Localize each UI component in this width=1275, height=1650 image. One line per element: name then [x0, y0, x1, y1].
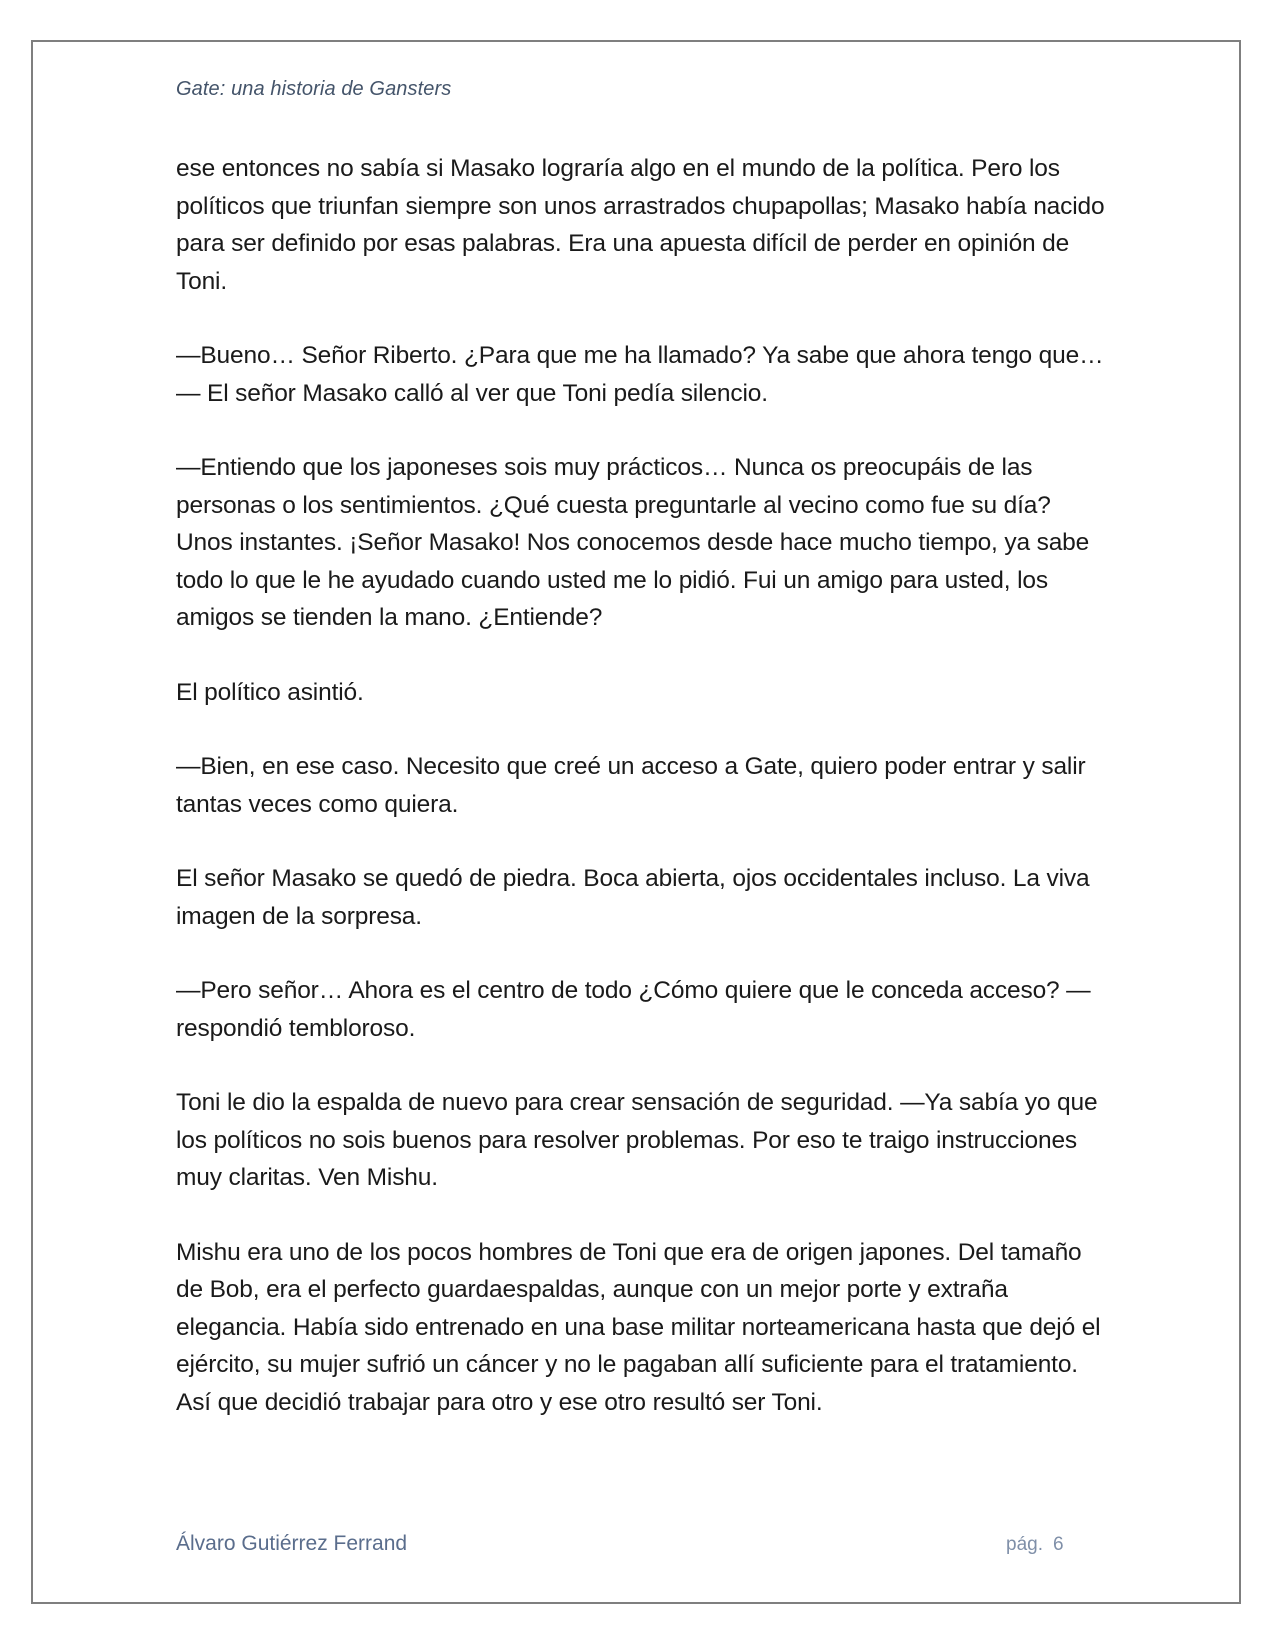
- paragraph: El señor Masako se quedó de piedra. Boca abierta, ojos occidentales incluso. La viva imagen de la sorpresa.: [176, 865, 1090, 930]
- footer-author: Álvaro Gutiérrez Ferrand: [176, 1532, 408, 1555]
- paragraph: Toni le dio la espalda de nuevo para crear sensación de seguridad. —Ya sabía yo que los políticos no sois buenos para resolver problemas. Por eso te traigo instrucciones muy claritas. Ven Mishu.: [176, 1089, 1098, 1191]
- paragraph: —Entiendo que los japoneses sois muy prácticos… Nunca os preocupáis de las personas o los sentimientos. ¿Qué cuesta preguntarle al vecino como fue su día? Unos instantes. ¡Señor Masako! Nos conocemos desde hace mucho tiempo, ya sabe todo lo que le he ayudado cuando usted me lo pidió. Fui un amigo para usted, los amigos se tienden la mano. ¿Entiende?: [176, 454, 1090, 631]
- paragraph: ese entonces no sabía si Masako lograría algo en el mundo de la política. Pero los políticos que triunfan siempre son unos arrastrados chupapollas; Masako había nacido para ser definido por esas palabras. Era una apuesta difícil de perder en opinión de Toni.: [176, 155, 1105, 295]
- page-number-value: 6: [1052, 1534, 1064, 1555]
- paragraph: —Bien, en ese caso. Necesito que creé un acceso a Gate, quiero poder entrar y salir tantas veces como quiera.: [176, 753, 1086, 818]
- paragraph: —Pero señor… Ahora es el centro de todo ¿Cómo quiere que le conceda acceso? —respondió tembloroso.: [176, 977, 1091, 1042]
- paragraph: El político asintió.: [176, 678, 364, 706]
- paragraph: Mishu era uno de los pocos hombres de Toni que era de origen japones. Del tamaño de Bob, era el perfecto guardaespaldas, aunque con un mejor porte y extraña elegancia. Había sido entrenado en una base militar norteamericana hasta que dejó el ejército, su mujer sufrió un cáncer y no le pagaban allí suficiente para el tratamiento. Así que decidió trabajar para otro y ese otro resultó ser Toni.: [176, 1238, 1101, 1416]
- page-number: [1006, 1534, 1064, 1556]
- paragraph: —Bueno… Señor Riberto. ¿Para que me ha llamado? Ya sabe que ahora tengo que… — El señor Masako calló al ver que Toni pedía silencio.: [176, 342, 1104, 407]
- body-text: [176, 150, 1106, 1458]
- running-header: Gate: una historia de Gansters: [176, 78, 452, 100]
- page-label: pág.: [1006, 1534, 1043, 1555]
